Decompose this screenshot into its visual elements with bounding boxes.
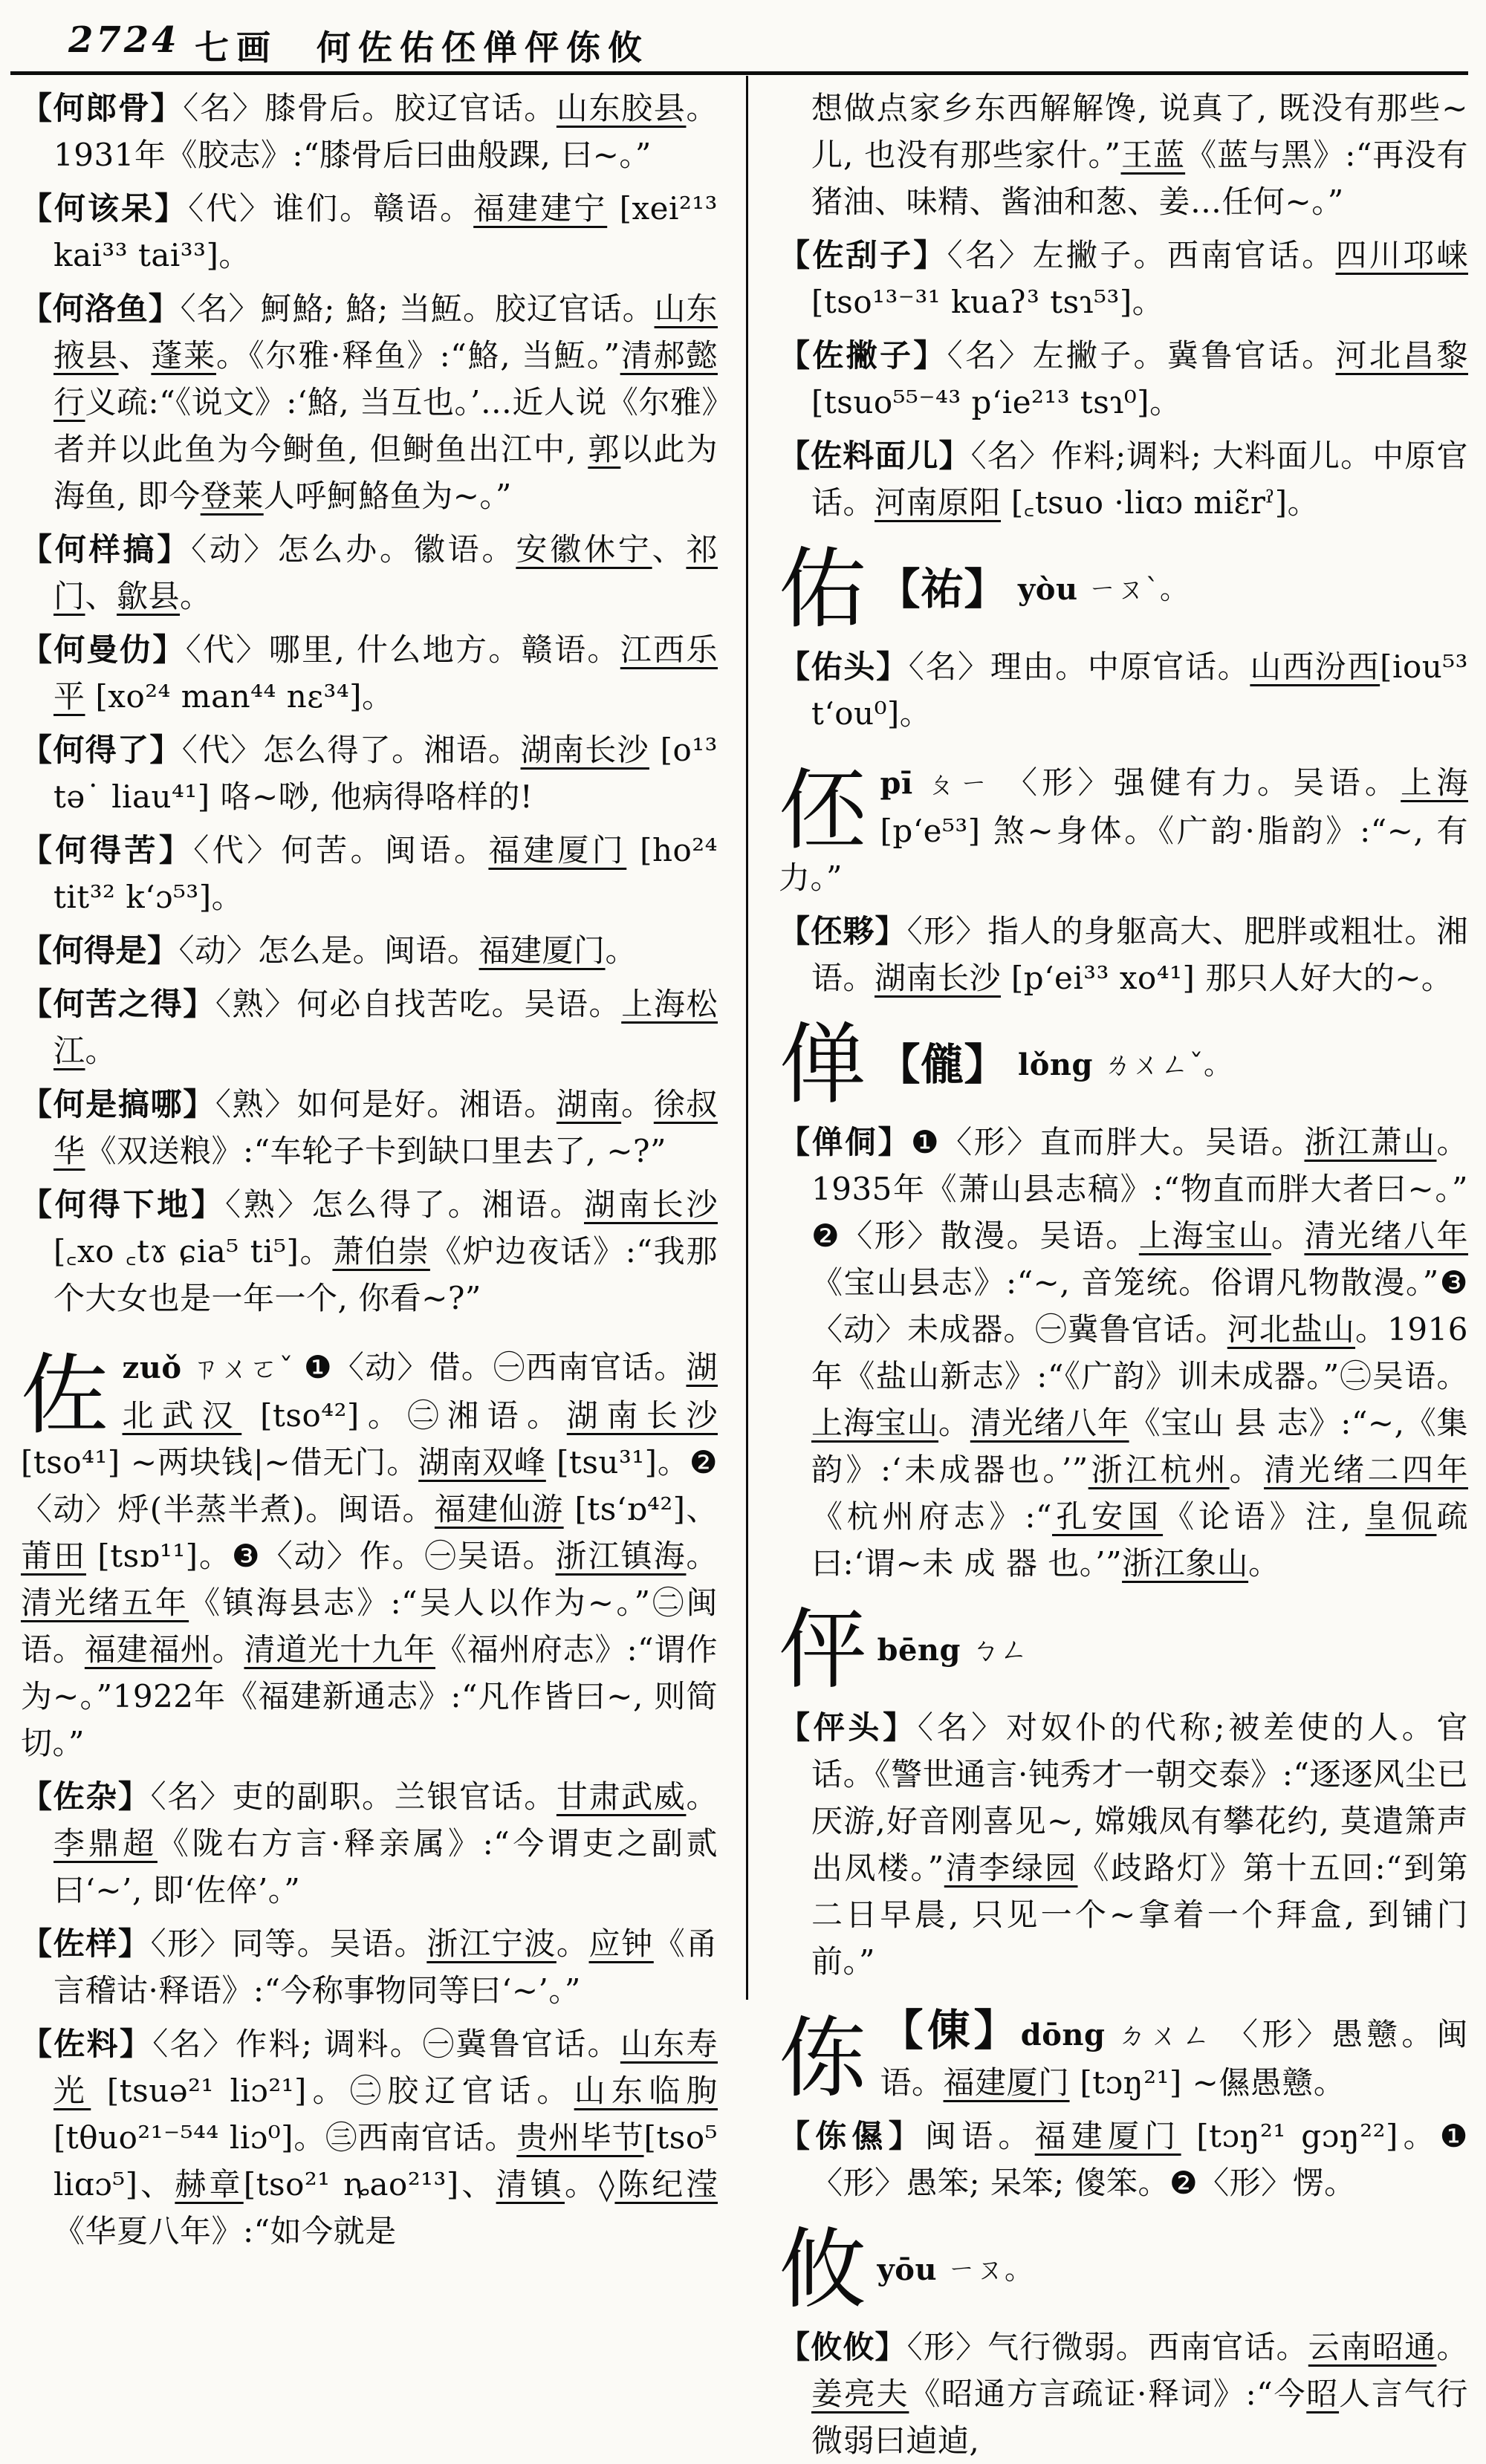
proper-noun: 应钟: [588, 1925, 654, 1962]
entry-headword: 【攸攸】: [779, 2329, 907, 2365]
proper-noun: 陈纪滢: [614, 2166, 718, 2203]
compound-entry: 【佐刮子】〈名〉左撇子。西南官话。四川邛崃 [tso¹³⁻³¹ kuaʔ³ tsɿ⁵³]。: [779, 237, 1468, 320]
entry-character: 㑈: [779, 2007, 867, 2110]
entry-character: 佐: [21, 1344, 109, 1446]
entry-headword: 【㑈儑】: [779, 2118, 925, 2154]
entry-headword: 【何样搞】: [21, 531, 192, 568]
proper-noun: 上海: [1401, 764, 1468, 801]
proper-noun: 山东寿光: [53, 2026, 718, 2109]
entry-character: 攸: [779, 2218, 867, 2321]
proper-noun: 上海宝山: [1138, 1218, 1271, 1254]
compound-entry: 【何得了】〈代〉怎么得了。湘语。湖南长沙 [o¹³ tə˙ liau⁴¹] 咯~唦, 他病得咯样的!: [21, 732, 718, 815]
proper-noun: 赫章: [175, 2166, 244, 2203]
compound-entry: 【佐料面儿】〈名〉作料;调料; 大料面儿。中原官话。河南原阳 [꜀tsuo ·liɑɔ miɛ̃rˀ]。: [779, 438, 1468, 521]
proper-noun: 清光绪二四年: [1264, 1452, 1468, 1488]
character-entry: 㑈 【倲】dōng ㄉㄨㄥ 〈形〉愚戆。闽语。福建厦门 [tɔŋ²¹] ~儑愚戆。: [779, 2005, 1468, 2110]
proper-noun: 福建厦门: [943, 2064, 1070, 2101]
entry-zhuyin: ㄧㄡ。: [947, 2252, 1034, 2286]
compound-entry: 【何苦之得】〈熟〉何必自找苦吃。吴语。上海松江。: [21, 986, 718, 1069]
proper-noun: 浙江镇海: [555, 1538, 687, 1574]
character-entry: 伾pī ㄆㄧ 〈形〉强健有力。吴语。上海 [p‘e⁵³] 煞~身体。《广韵·脂韵》:“~, 有力。”: [779, 759, 1468, 896]
character-entry: [779, 1013, 1468, 1116]
proper-noun: 清李绿园: [944, 1850, 1078, 1886]
proper-noun: 湖南长沙: [875, 960, 1002, 996]
entry-zhuyin: ㄉㄨㄥ: [1105, 2019, 1227, 2052]
proper-noun: 山东胶县: [556, 90, 687, 126]
entry-character: 佑: [779, 538, 867, 640]
entry-character: 𫢸: [779, 1013, 867, 1116]
entry-pinyin: pī: [880, 766, 913, 801]
compound-entry: 【伻头】〈名〉对奴仆的代称;被差使的人。官话。《警世通言·钝秀才一朝交泰》:“逐逐风尘已厌游,好音刚喜见~, 嫦娥凤有攀花约, 莫遣箫声出凤楼。”清李绿园《歧路灯》第十五回:“到第二日早晨, 只见一个~拿着一个拜盒, 到铺门前。”: [779, 1709, 1468, 1980]
entry-headword: 【佐样】: [21, 1925, 151, 1962]
proper-noun: 湖南: [556, 1086, 622, 1122]
proper-noun: 贵州毕节: [516, 2119, 644, 2156]
proper-noun: 清郝懿行: [53, 337, 718, 420]
entry-headword: 【佐撇子】: [779, 337, 947, 374]
proper-noun: 姜亮夫: [811, 2376, 909, 2412]
proper-noun: 登莱: [200, 478, 264, 514]
compound-entry: 【佐杂】〈名〉吏的副职。兰银官话。甘肃武威。李鼎超《陇右方言·释亲属》:“今谓吏之副贰曰‘~’, 即‘佐倅’。”: [21, 1778, 718, 1908]
proper-noun: 福建厦门: [478, 932, 606, 969]
entry-headword: 【何曼仂】: [21, 631, 186, 668]
entry-pinyin: lǒng: [1018, 1047, 1093, 1082]
section-title: [195, 21, 649, 70]
headword-list: 何佐佑伾𫢸伻㑈攸: [317, 27, 650, 68]
proper-noun: 湖南长沙: [520, 732, 649, 768]
proper-noun: 上海宝山: [811, 1405, 939, 1441]
proper-noun: 江西乐平: [53, 631, 718, 715]
character-entry: [779, 538, 1468, 640]
traditional-form: 【倲】: [880, 2005, 1021, 2055]
proper-noun: 浙江象山: [1122, 1545, 1249, 1582]
proper-noun: 福建建宁: [473, 190, 608, 227]
proper-noun: 昭: [1306, 2376, 1340, 2412]
entry-headword: 【何得苦】: [21, 832, 194, 868]
proper-noun: 浙江萧山: [1304, 1124, 1437, 1160]
proper-noun: 河北昌黎: [1335, 337, 1468, 374]
compound-entry: 【何样搞】〈动〉怎么办。徽语。安徽休宁、祁门、歙县。: [21, 531, 718, 614]
entry-headword: 【伻头】: [779, 1709, 918, 1746]
entry-headword: 【佐料面儿】: [779, 438, 971, 474]
compound-entry: 【佐样】〈形〉同等。吴语。浙江宁波。应钟《甬言稽诂·释语》:“今称事物同等曰‘~’。”: [21, 1925, 718, 2009]
proper-noun: 福建福州: [84, 1631, 212, 1668]
compound-entry: 【㑈儑】闽语。福建厦门 [tɔŋ²¹ gɔŋ²²]。❶〈形〉愚笨; 呆笨; 傻笨。❷〈形〉愣。: [779, 2118, 1468, 2201]
compound-entry: 【何是搞哪】〈熟〉如何是好。湘语。湖南。徐叔华《双送粮》:“车轮子卡到缺口里去了, ~?”: [21, 1086, 718, 1169]
proper-noun: 浙江杭州: [1088, 1452, 1230, 1488]
entry-character: 伻: [779, 1599, 867, 1701]
proper-noun: 浙江宁波: [426, 1925, 557, 1962]
proper-noun: 四川邛崃: [1335, 237, 1468, 273]
character-entry: 佐zuǒ ㄗㄨㄛˇ ❶〈动〉借。㊀西南官话。湖北武汉 [tso⁴²]。㊁湘语。湖南长沙 [tso⁴¹] ~两块钱|~借无门。湖南双峰 [tsu³¹]。❷〈动〉烀(半蒸半煮)。闽语。福建仙游 [ts‘ɒ⁴²]、莆田 [tsɒ¹¹]。❸〈动〉作。㊀吴语。浙江镇海。清光绪五年《镇海县志》:“吴人以作为~。”㊁闽语。福建福州。清道光十九年《福州府志》:“谓作为~。”1922年《福建新通志》:“凡作皆曰~, 则简切。”: [21, 1344, 718, 1761]
page-number: 2724: [68, 19, 180, 61]
proper-noun: 王蓝: [1120, 137, 1186, 173]
proper-noun: 安徽休宁: [516, 531, 652, 568]
entry-headword: 【佐刮子】: [779, 237, 947, 273]
entry-headword: 【何是搞哪】: [21, 1086, 215, 1122]
proper-noun: 湖北武汉: [122, 1349, 718, 1434]
continuation-text: 想做点家乡东西解解馋, 说真了, 既没有那些~儿, 也没有那些家什。”王蓝《蓝与黑》:“再没有猪油、味精、酱油和葱、姜…任何~。”: [811, 90, 1468, 220]
traditional-form: 【儱】: [877, 1038, 1008, 1090]
compound-entry: 【何得下地】〈熟〉怎么得了。湘语。湖南长沙 [꜀xo ꜀tɤ ɕia⁵ ti⁵]。萧伯崇《炉边夜话》:“我那个大女也是一年一个, 你看~?”: [21, 1186, 718, 1316]
entry-zhuyin: ㄅㄥ: [970, 1633, 1028, 1666]
entry-headword: 【佐料】: [21, 2026, 153, 2062]
proper-noun: 河北盐山: [1227, 1311, 1356, 1348]
entry-pinyin: yōu: [877, 2252, 938, 2287]
compound-entry: 【何得是】〈动〉怎么是。闽语。福建厦门。: [21, 932, 637, 969]
compound-entry: 【𫢸侗】❶〈形〉直而胖大。吴语。浙江萧山。1935年《萧山县志稿》:“物直而胖大者曰~。”❷〈形〉散漫。吴语。上海宝山。清光绪八年《宝山县志》:“~, 音笼统。俗谓凡物散漫。”❸〈动〉未成器。㊀冀鲁官话。河北盐山。1916年《盐山新志》:“《广韵》训未成器。”㊁吴语。上海宝山。清光绪八年《宝山 县 志》:“~,《集韵》:‘未成器也。’”浙江杭州。清光绪二四年《杭州府志》:“孔安国《论语》注, 皇侃疏曰:‘谓~未 成 器 也。’”浙江象山。: [779, 1124, 1468, 1582]
proper-noun: 湖南长沙: [566, 1397, 718, 1434]
proper-noun: 河南原阳: [875, 484, 1002, 521]
entry-pinyin: bēng: [877, 1632, 961, 1668]
proper-noun: 湖南双峰: [418, 1444, 546, 1480]
entry-headword: 【伾夥】: [779, 913, 907, 949]
header-rule: [10, 71, 1468, 75]
proper-noun: 李鼎超: [53, 1825, 158, 1862]
entry-headword: 【佐杂】: [21, 1778, 151, 1815]
compound-entry: 【佐撇子】〈名〉左撇子。冀鲁官话。河北昌黎 [tsuo⁵⁵⁻⁴³ p‘ie²¹³ tsɿ⁰]。: [779, 337, 1468, 420]
entry-zhuyin: ㄧㄡˋ。: [1088, 572, 1189, 605]
proper-noun: 福建仙游: [434, 1491, 564, 1527]
proper-noun: 清光绪八年: [1304, 1218, 1468, 1254]
proper-noun: 山东掖县: [53, 290, 718, 374]
entry-headword: 【何苦之得】: [21, 986, 215, 1022]
proper-noun: 清镇: [496, 2166, 565, 2203]
traditional-form: 【祐】: [877, 563, 1008, 614]
proper-noun: 蓬莱: [151, 337, 216, 374]
proper-noun: 清光绪八年: [970, 1405, 1129, 1441]
entry-headword: 【佑头】: [779, 648, 909, 685]
entry-headword: 【何该呆】: [21, 190, 189, 227]
proper-noun: 福建厦门: [1034, 2118, 1181, 2154]
compound-entry: 【佐料】〈名〉作料; 调料。㊀冀鲁官话。山东寿光 [tsuə²¹ liɔ²¹]。㊁胶辽官话。山东临朐 [tθuo²¹⁻⁵⁴⁴ liɔ⁰]。㊂西南官话。贵州毕节[tso⁵ liɑɔ⁵]、赫章[tso²¹ ȵao²¹³]、清镇。◊陈纪滢《华夏八年》:“如今就是: [21, 2026, 718, 2249]
right-column: [779, 85, 1468, 2459]
compound-entry: 【何曼仂】〈代〉哪里, 什么地方。赣语。江西乐平 [xo²⁴ man⁴⁴ nɛ³⁴]。: [21, 631, 718, 715]
entry-zhuyin: ㄆㄧ: [912, 767, 1006, 800]
compound-entry: 【佑头】〈名〉理由。中原官话。山西汾西[iou⁵³ t‘ou⁰]。: [779, 648, 1468, 732]
entry-headword: 【何得了】: [21, 732, 182, 768]
entry-zhuyin: ㄗㄨㄛˇ: [181, 1352, 305, 1385]
entry-character: 伾: [779, 759, 867, 862]
compound-entry: 【何该呆】〈代〉谁们。赣语。福建建宁 [xei²¹³ kai³³ tai³³]。: [21, 190, 718, 273]
proper-noun: 祁门: [53, 531, 718, 614]
compound-entry: 【伾夥】〈形〉指人的身躯高大、肥胖或粗壮。湘语。湖南长沙 [p‘ei³³ xo⁴¹] 那只人好大的~。: [779, 913, 1468, 996]
compound-entry: 【何得苦】〈代〉何苦。闽语。福建厦门 [ho²⁴ tit³² k‘ɔ⁵³]。: [21, 832, 718, 915]
proper-noun: 徐叔华: [53, 1086, 718, 1169]
entry-pinyin: yòu: [1018, 571, 1078, 607]
proper-noun: 福建厦门: [488, 832, 627, 868]
proper-noun: 孔安国: [1052, 1498, 1164, 1535]
character-entry: [779, 2218, 1468, 2321]
entry-headword: 【何得是】: [21, 932, 179, 969]
character-entry: [779, 1599, 1468, 1701]
proper-noun: 湖南长沙: [584, 1186, 718, 1223]
proper-noun: 云南昭通: [1308, 2329, 1437, 2365]
stroke-section: 七画: [195, 27, 278, 68]
entry-headword: 【何洛鱼】: [21, 290, 181, 327]
entry-headword: 【何郎骨】: [21, 90, 184, 126]
entry-zhuyin: ㄌㄨㄥˇ。: [1103, 1047, 1233, 1081]
entry-pinyin: dōng: [1020, 2018, 1106, 2052]
proper-noun: 萧伯崇: [332, 1233, 430, 1270]
compound-entry: 【何郎骨】〈名〉膝骨后。胶辽官话。山东胶县。1931年《胶志》:“膝骨后曰曲般踝, 曰~。”: [21, 90, 718, 173]
compound-entry: 【攸攸】〈形〉气行微弱。西南官话。云南昭通。姜亮夫《昭通方言疏证·释词》:“今昭人言气行微弱曰逌逌,: [779, 2329, 1468, 2459]
column-divider: [746, 76, 748, 2000]
entry-pinyin: zuǒ: [122, 1350, 182, 1385]
proper-noun: 莆田: [21, 1538, 86, 1574]
entry-headword: 【何得下地】: [21, 1186, 225, 1223]
proper-noun: 郭: [588, 431, 621, 467]
left-column: [21, 85, 718, 2249]
entry-headword: 【𫢸侗】: [779, 1124, 911, 1160]
proper-noun: 皇侃: [1365, 1498, 1437, 1535]
proper-noun: 清道光十九年: [244, 1631, 435, 1668]
proper-noun: 山东临朐: [574, 2073, 718, 2109]
proper-noun: 上海松江: [53, 986, 718, 1069]
compound-entry: 【何洛鱼】〈名〉魺鮥; 鮥; 当魱。胶辽官话。山东掖县、蓬莱。《尔雅·释鱼》:“鮥, 当魱。”清郝懿行义疏:“《说文》:‘鮥, 当互也。’…近人说《尔雅》者并以此鱼为今鲥鱼, 但鲥鱼出江中, 郭以此为海鱼, 即今登莱人呼魺鮥鱼为~。”: [21, 290, 718, 514]
proper-noun: 清光绪五年: [21, 1584, 189, 1621]
page-header: [0, 12, 1486, 68]
proper-noun: 山西汾西: [1250, 648, 1380, 685]
proper-noun: 歙县: [117, 578, 181, 614]
proper-noun: 甘肃武威: [556, 1778, 687, 1815]
